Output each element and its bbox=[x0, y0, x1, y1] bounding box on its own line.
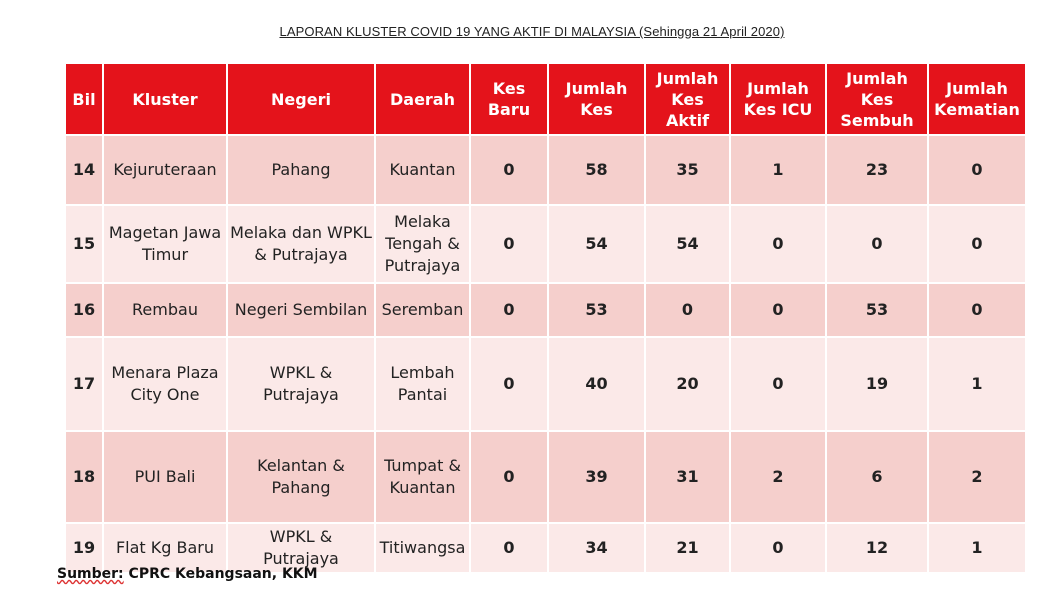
cell-kes-aktif: 20 bbox=[645, 337, 730, 431]
header-kes-sembuh: Jumlah Kes Sembuh bbox=[826, 63, 928, 135]
cell-bil: 18 bbox=[65, 431, 103, 523]
footer-label: Sumber: bbox=[57, 566, 124, 582]
header-kes-baru: Kes Baru bbox=[470, 63, 548, 135]
cell-kluster: Kejuruteraan bbox=[103, 135, 227, 205]
table-row bbox=[65, 431, 1026, 523]
cell-negeri: WPKL & Putrajaya bbox=[227, 523, 375, 573]
cell-daerah: Titiwangsa bbox=[375, 523, 470, 573]
header-kes-icu: Jumlah Kes ICU bbox=[730, 63, 826, 135]
cell-kes-aktif: 21 bbox=[645, 523, 730, 573]
table-row bbox=[65, 205, 1026, 283]
cell-kes-sembuh: 23 bbox=[826, 135, 928, 205]
header-negeri: Negeri bbox=[227, 63, 375, 135]
header-kes-aktif: Jumlah Kes Aktif bbox=[645, 63, 730, 135]
cell-daerah: Lembah Pantai bbox=[375, 337, 470, 431]
cell-bil: 17 bbox=[65, 337, 103, 431]
cell-kes-icu: 2 bbox=[730, 431, 826, 523]
cell-kematian: 1 bbox=[928, 337, 1026, 431]
cell-daerah: Kuantan bbox=[375, 135, 470, 205]
cell-kes-aktif: 35 bbox=[645, 135, 730, 205]
cell-bil: 14 bbox=[65, 135, 103, 205]
cell-bil: 16 bbox=[65, 283, 103, 337]
cell-negeri: Kelantan & Pahang bbox=[227, 431, 375, 523]
source-footer bbox=[57, 566, 318, 582]
cell-kes-baru: 0 bbox=[470, 431, 548, 523]
cell-jumlah-kes: 58 bbox=[548, 135, 645, 205]
header-kematian: Jumlah Kematian bbox=[928, 63, 1026, 135]
cell-kematian: 1 bbox=[928, 523, 1026, 573]
cell-kluster: PUI Bali bbox=[103, 431, 227, 523]
cell-kematian: 0 bbox=[928, 205, 1026, 283]
cell-jumlah-kes: 53 bbox=[548, 283, 645, 337]
cell-kematian: 0 bbox=[928, 135, 1026, 205]
cell-daerah: Melaka Tengah & Putrajaya bbox=[375, 205, 470, 283]
table-row bbox=[65, 135, 1026, 205]
cell-kes-baru: 0 bbox=[470, 337, 548, 431]
cell-kes-baru: 0 bbox=[470, 135, 548, 205]
cell-jumlah-kes: 34 bbox=[548, 523, 645, 573]
header-daerah: Daerah bbox=[375, 63, 470, 135]
cell-kes-sembuh: 0 bbox=[826, 205, 928, 283]
cell-kes-icu: 0 bbox=[730, 523, 826, 573]
footer-source: CPRC Kebangsaan, KKM bbox=[128, 566, 318, 582]
cell-daerah: Seremban bbox=[375, 283, 470, 337]
cell-kes-icu: 0 bbox=[730, 283, 826, 337]
cell-kes-sembuh: 6 bbox=[826, 431, 928, 523]
cell-jumlah-kes: 40 bbox=[548, 337, 645, 431]
cell-negeri: Pahang bbox=[227, 135, 375, 205]
table-row bbox=[65, 283, 1026, 337]
cell-kes-aktif: 54 bbox=[645, 205, 730, 283]
cell-kes-sembuh: 12 bbox=[826, 523, 928, 573]
cluster-table bbox=[64, 62, 1027, 574]
cell-kematian: 2 bbox=[928, 431, 1026, 523]
cell-kes-aktif: 31 bbox=[645, 431, 730, 523]
cell-kes-sembuh: 19 bbox=[826, 337, 928, 431]
cell-kes-icu: 0 bbox=[730, 337, 826, 431]
table-row bbox=[65, 337, 1026, 431]
cell-daerah: Tumpat & Kuantan bbox=[375, 431, 470, 523]
header-kluster: Kluster bbox=[103, 63, 227, 135]
cell-kes-baru: 0 bbox=[470, 205, 548, 283]
cell-kes-sembuh: 53 bbox=[826, 283, 928, 337]
cell-kematian: 0 bbox=[928, 283, 1026, 337]
cell-kes-icu: 0 bbox=[730, 205, 826, 283]
report-title: LAPORAN KLUSTER COVID 19 YANG AKTIF DI MALAYSIA (Sehingga 21 April 2020) bbox=[279, 24, 785, 39]
cell-kes-icu: 1 bbox=[730, 135, 826, 205]
cell-kes-aktif: 0 bbox=[645, 283, 730, 337]
cell-kluster: Rembau bbox=[103, 283, 227, 337]
cell-negeri: Negeri Sembilan bbox=[227, 283, 375, 337]
cell-kluster: Flat Kg Baru bbox=[103, 523, 227, 573]
cell-jumlah-kes: 54 bbox=[548, 205, 645, 283]
table-header-row bbox=[65, 63, 1026, 135]
cell-jumlah-kes: 39 bbox=[548, 431, 645, 523]
cell-kluster: Magetan Jawa Timur bbox=[103, 205, 227, 283]
cell-negeri: Melaka dan WPKL & Putrajaya bbox=[227, 205, 375, 283]
cell-bil: 15 bbox=[65, 205, 103, 283]
cell-kes-baru: 0 bbox=[470, 283, 548, 337]
cell-negeri: WPKL & Putrajaya bbox=[227, 337, 375, 431]
header-jumlah-kes: Jumlah Kes bbox=[548, 63, 645, 135]
cell-kes-baru: 0 bbox=[470, 523, 548, 573]
cell-bil: 19 bbox=[65, 523, 103, 573]
cell-kluster: Menara Plaza City One bbox=[103, 337, 227, 431]
header-bil: Bil bbox=[65, 63, 103, 135]
